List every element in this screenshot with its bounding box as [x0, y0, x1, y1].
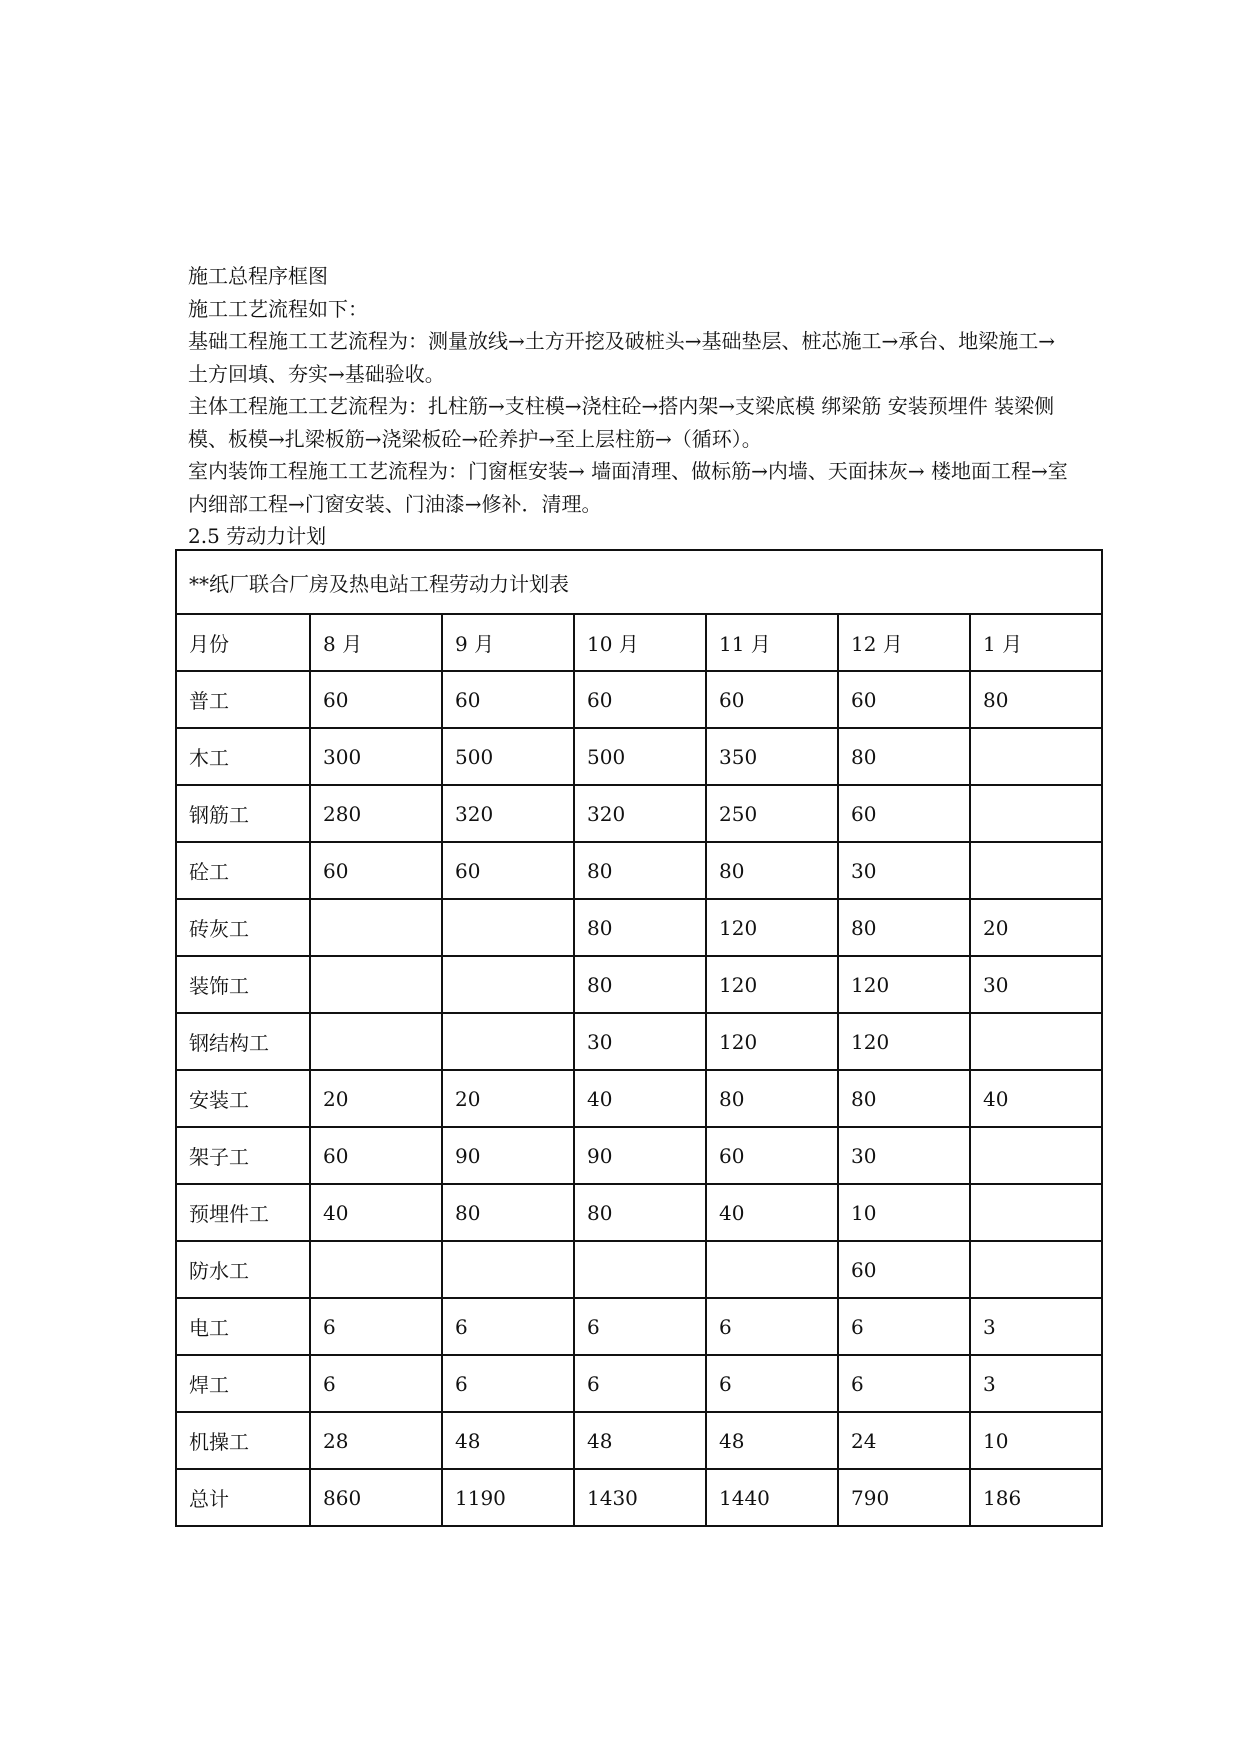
- row-label-cell: 普工: [176, 671, 310, 728]
- row-label-cell: 砖灰工: [176, 899, 310, 956]
- table-cell: 12 月: [838, 614, 970, 671]
- table-cell: [970, 1013, 1102, 1070]
- table-cell: 11 月: [706, 614, 838, 671]
- table-cell: 6: [310, 1298, 442, 1355]
- table-cell: 30: [838, 842, 970, 899]
- table-cell: 6: [442, 1298, 574, 1355]
- table-cell: 48: [442, 1412, 574, 1469]
- table-cell: [970, 842, 1102, 899]
- table-cell: 60: [838, 785, 970, 842]
- table-cell: [442, 956, 574, 1013]
- table-cell: [706, 1241, 838, 1298]
- table-cell: 60: [838, 671, 970, 728]
- table-row: [176, 1298, 1102, 1355]
- table-cell: 320: [442, 785, 574, 842]
- table-cell: 120: [838, 1013, 970, 1070]
- table-header-row: [176, 614, 1102, 671]
- table-cell: [970, 1127, 1102, 1184]
- table-row: [176, 1412, 1102, 1469]
- row-label-cell: 钢筋工: [176, 785, 310, 842]
- table-cell: 80: [838, 899, 970, 956]
- table-cell: 48: [706, 1412, 838, 1469]
- table-cell: [310, 1241, 442, 1298]
- table-cell: 8 月: [310, 614, 442, 671]
- row-label-cell: 机操工: [176, 1412, 310, 1469]
- table-cell: 20: [970, 899, 1102, 956]
- row-label-cell: 钢结构工: [176, 1013, 310, 1070]
- table-row: [176, 1184, 1102, 1241]
- table-row: [176, 1127, 1102, 1184]
- table-cell: 48: [574, 1412, 706, 1469]
- table-row: [176, 1070, 1102, 1127]
- table-cell: 80: [574, 842, 706, 899]
- table-cell: 6: [574, 1355, 706, 1412]
- table-cell: [310, 956, 442, 1013]
- table-row: [176, 956, 1102, 1013]
- table-cell: [574, 1241, 706, 1298]
- table-cell: 500: [442, 728, 574, 785]
- table-cell: 350: [706, 728, 838, 785]
- table-row: [176, 1355, 1102, 1412]
- table-cell: 80: [574, 956, 706, 1013]
- table-cell: 1 月: [970, 614, 1102, 671]
- table-cell: 120: [706, 899, 838, 956]
- table-cell: 30: [970, 956, 1102, 1013]
- table-cell: 60: [574, 671, 706, 728]
- table-cell: [970, 728, 1102, 785]
- table-cell: 186: [970, 1469, 1102, 1526]
- table-cell: [442, 1013, 574, 1070]
- table-cell: 90: [574, 1127, 706, 1184]
- table-cell: 6: [574, 1298, 706, 1355]
- table-title: **纸厂联合厂房及热电站工程劳动力计划表: [176, 550, 1102, 614]
- table-cell: 1440: [706, 1469, 838, 1526]
- table-cell: 60: [442, 671, 574, 728]
- table-cell: [442, 1241, 574, 1298]
- table-cell: 30: [838, 1127, 970, 1184]
- row-label-cell: 电工: [176, 1298, 310, 1355]
- table-cell: 40: [574, 1070, 706, 1127]
- labor-plan-table: [175, 549, 1103, 1527]
- row-label-cell: 砼工: [176, 842, 310, 899]
- table-cell: [310, 899, 442, 956]
- table-cell: 80: [970, 671, 1102, 728]
- table-cell: 300: [310, 728, 442, 785]
- table-cell: [310, 1013, 442, 1070]
- table-cell: 60: [310, 1127, 442, 1184]
- table-cell: 10: [838, 1184, 970, 1241]
- table-cell: 30: [574, 1013, 706, 1070]
- table-cell: 60: [838, 1241, 970, 1298]
- table-cell: 80: [574, 1184, 706, 1241]
- table-cell: 28: [310, 1412, 442, 1469]
- table-cell: 80: [706, 1070, 838, 1127]
- table-cell: 280: [310, 785, 442, 842]
- heading: 施工总程序框图: [188, 264, 328, 288]
- table-cell: [442, 899, 574, 956]
- table-cell: 20: [442, 1070, 574, 1127]
- table-cell: 1430: [574, 1469, 706, 1526]
- row-label-cell: 架子工: [176, 1127, 310, 1184]
- table-cell: 80: [838, 728, 970, 785]
- table-cell: [970, 1241, 1102, 1298]
- table-cell: 120: [838, 956, 970, 1013]
- table-cell: 90: [442, 1127, 574, 1184]
- table-cell: 80: [838, 1070, 970, 1127]
- table-cell: [970, 1184, 1102, 1241]
- table-row: [176, 1469, 1102, 1526]
- main-structure-process: 主体工程施工工艺流程为：扎柱筋→支柱模→浇柱砼→搭内架→支梁底模 绑梁筋 安装预埋件 装梁侧模、板模→扎梁板筋→浇梁板砼→砼养护→至上层柱筋→（循环）。: [188, 394, 1055, 451]
- table-cell: 10 月: [574, 614, 706, 671]
- table-cell: 120: [706, 1013, 838, 1070]
- table-cell: 60: [706, 1127, 838, 1184]
- section-title: 2.5 劳动力计划: [188, 524, 327, 548]
- table-row: [176, 842, 1102, 899]
- table-cell: 6: [838, 1298, 970, 1355]
- row-label-cell: 木工: [176, 728, 310, 785]
- row-label-cell: 总计: [176, 1469, 310, 1526]
- table-cell: [970, 785, 1102, 842]
- row-label-cell: 焊工: [176, 1355, 310, 1412]
- table-cell: 60: [706, 671, 838, 728]
- foundation-process: 基础工程施工工艺流程为：测量放线→土方开挖及破桩头→基础垫层、桩芯施工→承台、地梁施工→土方回填、夯实→基础验收。: [188, 329, 1056, 386]
- intro-text: [188, 260, 1068, 553]
- table-cell: 20: [310, 1070, 442, 1127]
- table-row: [176, 899, 1102, 956]
- table-cell: 6: [442, 1355, 574, 1412]
- table-cell: 10: [970, 1412, 1102, 1469]
- table-cell: 320: [574, 785, 706, 842]
- table-cell: 60: [442, 842, 574, 899]
- row-label-cell: 装饰工: [176, 956, 310, 1013]
- table-row: [176, 1241, 1102, 1298]
- table-row: [176, 1013, 1102, 1070]
- table-cell: 80: [574, 899, 706, 956]
- table-cell: 250: [706, 785, 838, 842]
- table-cell: 80: [442, 1184, 574, 1241]
- table-cell: 6: [838, 1355, 970, 1412]
- row-label-cell: 安装工: [176, 1070, 310, 1127]
- table-cell: 790: [838, 1469, 970, 1526]
- table-cell: 1190: [442, 1469, 574, 1526]
- subheading: 施工工艺流程如下：: [188, 296, 368, 321]
- table-cell: 6: [310, 1355, 442, 1412]
- table-cell: 9 月: [442, 614, 574, 671]
- table-cell: 3: [970, 1298, 1102, 1355]
- table-cell: 80: [706, 842, 838, 899]
- table-cell: 500: [574, 728, 706, 785]
- table-row: [176, 785, 1102, 842]
- table-row: [176, 671, 1102, 728]
- interior-process: 室内装饰工程施工工艺流程为：门窗框安装→ 墙面清理、做标筋→内墙、天面抹灰→ 楼地面工程→室内细部工程→门窗安装、门油漆→修补．清理。: [188, 459, 1068, 516]
- table-cell: 3: [970, 1355, 1102, 1412]
- table-title-row: [176, 550, 1102, 614]
- table-cell: 40: [970, 1070, 1102, 1127]
- row-label-cell: 防水工: [176, 1241, 310, 1298]
- table-cell: 40: [310, 1184, 442, 1241]
- table-cell: 40: [706, 1184, 838, 1241]
- table-cell: 60: [310, 842, 442, 899]
- table-row: [176, 728, 1102, 785]
- table-cell: 860: [310, 1469, 442, 1526]
- table-cell: 60: [310, 671, 442, 728]
- row-label-cell: 预埋件工: [176, 1184, 310, 1241]
- row-label-cell: 月份: [176, 614, 310, 671]
- table-cell: 6: [706, 1355, 838, 1412]
- table-cell: 24: [838, 1412, 970, 1469]
- table-cell: 6: [706, 1298, 838, 1355]
- table-cell: 120: [706, 956, 838, 1013]
